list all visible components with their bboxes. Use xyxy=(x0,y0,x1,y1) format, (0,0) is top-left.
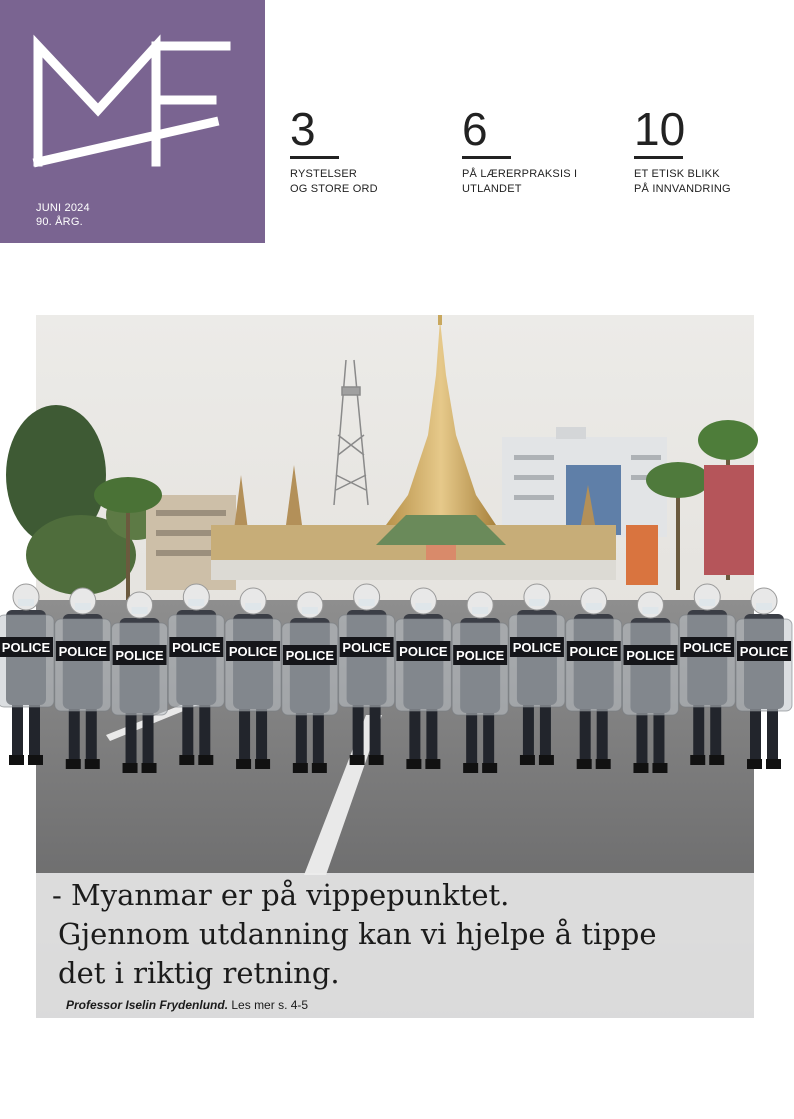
shield-label: POLICE xyxy=(1,640,51,655)
teaser-1[interactable] xyxy=(290,103,450,197)
shield-label: POLICE xyxy=(172,640,221,655)
teaser-number: 6 xyxy=(462,103,488,155)
issue-date: JUNI 2024 xyxy=(36,202,90,214)
masthead-block xyxy=(0,0,265,243)
quote-line: Gjennom utdanning kan vi hjelpe å tippe xyxy=(58,917,657,951)
issue-volume: 90. ÅRG. xyxy=(36,216,83,228)
shield-label: POLICE xyxy=(683,640,732,655)
teaser-text-line: PÅ INNVANDRING xyxy=(634,183,731,195)
quote-line: det i riktig retning. xyxy=(58,956,340,990)
teaser-text-line: OG STORE ORD xyxy=(290,183,378,195)
teaser-text-line: RYSTELSER xyxy=(290,168,358,180)
quote-line: - Myanmar er på vippepunktet. xyxy=(52,878,510,912)
teaser-text-line: UTLANDET xyxy=(462,183,522,195)
shield-label: POLICE xyxy=(739,644,789,659)
teaser-text-line: ET ETISK BLIKK xyxy=(634,168,720,180)
shield-label: POLICE xyxy=(455,648,505,663)
mf-logo xyxy=(32,38,232,168)
cover-quote xyxy=(52,876,752,993)
teaser-rule xyxy=(634,156,683,159)
teaser-number: 3 xyxy=(290,103,316,155)
shield-label: POLICE xyxy=(626,648,675,663)
shield-label: POLICE xyxy=(285,648,335,663)
teaser-text-line: PÅ LÆRERPRAKSIS I xyxy=(462,168,578,180)
attribution-reference: Les mer s. 4-5 xyxy=(228,998,309,1012)
shield-label: POLICE xyxy=(58,644,107,659)
attribution-name: Professor Iselin Frydenlund. xyxy=(66,998,229,1012)
shield-label: POLICE xyxy=(512,640,562,655)
shield-label: POLICE xyxy=(399,644,448,659)
teaser-2[interactable] xyxy=(462,103,622,197)
teaser-rule xyxy=(290,156,339,159)
quote-attribution[interactable] xyxy=(66,998,308,1012)
issue-info xyxy=(36,201,90,229)
teaser-number: 10 xyxy=(634,103,686,155)
shield-label: POLICE xyxy=(569,644,618,659)
shield-label: POLICE xyxy=(228,644,278,659)
teaser-3[interactable] xyxy=(634,103,794,197)
shield-label: POLICE xyxy=(342,640,391,655)
teaser-rule xyxy=(462,156,511,159)
shield-label: POLICE xyxy=(115,648,164,663)
